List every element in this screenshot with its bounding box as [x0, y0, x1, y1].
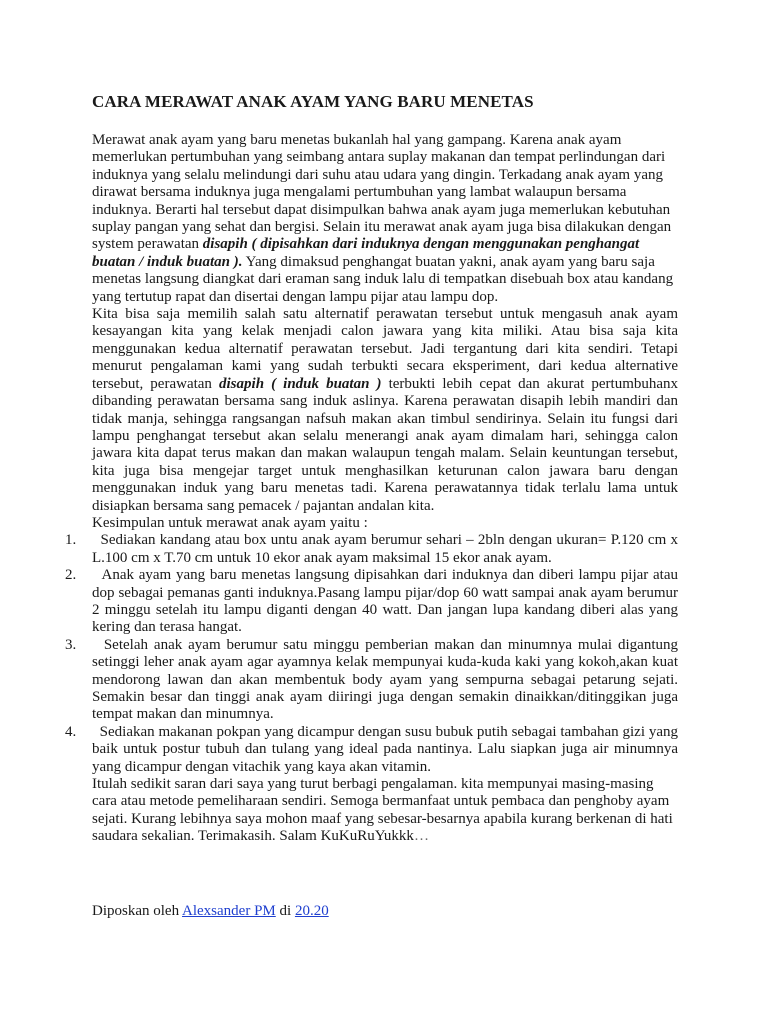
paragraph-alternatives [92, 306, 678, 515]
paragraph-intro-text: Merawat anak ayam yang baru menetas bukanlah hal yang gampang. Karena anak ayam memerlukan pertumbuhan yang seimbang antara suplay makanan dan tempat perlindungan dari induknya yang selalu melindungi dari suhu atau udara yang dingin. Terkadang anak ayam yang dirawat bersama induknya juga mengalami pertumbuhan yang lambat walaupun bersama induknya. Berarti hal tersebut dapat disimpulkan bahwa anak ayam juga memerlukan kebutuhan suplay pangan yang sehat dan bergisi. Selain itu merawat anak ayam juga bisa dilakukan dengan system perawatan [92, 132, 672, 253]
list-item-text: Anak ayam yang baru menetas langsung dipisahkan dari induknya dan diberi lampu pijar atau dop sebagai pemanas ganti induknya.Pasang lampu pijar/dop 60 watt sampai anak ayam berumur 2 minggu setelah itu lampu diganti dengan 40 watt. Dan jangan lupa kandang diberi alas yang kering dan terasa hangat. [92, 567, 679, 636]
article-body [65, 132, 679, 846]
emphasis-disapih: disapih ( dipisahkan dari induknya dengan menggunakan penghangat buatan / induk buatan ). [92, 236, 640, 270]
closing-text: Itulah sedikit saran dari saya yang turut berbagi pengalaman. kita mempunyai masing-masing cara atau metode pemeliharaan sendiri. Semoga bermanfaat untuk pembaca dan penghoby ayam sejati. Kurang lebihnya saya mohon maaf yang sebesar-besarnya apabila kurang berkenan di hati [92, 776, 673, 827]
post-signature [92, 903, 329, 920]
list-item [65, 723, 678, 776]
paragraph-alternatives-text: Kita bisa saja memilih salah satu alternatif perawatan tersebut untuk mengasuh anak ayam kesayangan kita yang kelak menjadi calon jawara yang kita miliki. Atau bisa saja kita menggunakan kedua alternatif perawatan tersebut. Jadi tergantung dari kita sendiri. Tetapi menurut pengalaman kami yang sudah terbukti secara eksperiment, dari kedua alternative tersebut, perawatan [92, 306, 678, 392]
closing-last-line: saudara sekalian. Terimakasih. Salam KuKuRuYukkk [92, 828, 414, 845]
paragraph-intro [92, 132, 678, 306]
emphasis-induk-buatan: disapih ( induk buatan ) [219, 375, 382, 392]
list-item-text: Setelah anak ayam berumur satu minggu pemberian makan dan minumnya mulai digantung setinggi leher anak ayam agar ayamnya kelak mempunyai kuda-kuda kaki yang kokoh,akan kuat mendorong lawan dan akan membentuk body ayam yang sempurna sebagai petarung sejati. Semakin besar dan tinggi anak ayam diiringi juga dengan semakin dinaikkan/ditinggikan juga tempat makan dan minumnya. [92, 636, 678, 723]
author-link[interactable]: Alexsander PM [182, 903, 276, 919]
signature-middle: di [279, 903, 292, 919]
closing-ellipsis: … [413, 828, 429, 845]
paragraph-intro-continued: Yang dimaksud penghangat buatan yakni, anak ayam yang baru saja menetas langsung diangkat dari eraman sang induk lalu di tempatkan disebuah box atau kandang yang tertutup rapat dan disertai dengan lampu pijar atau lampu dop. [92, 253, 674, 305]
steps-list [65, 532, 679, 776]
conclusion-intro: Kesimpulan untuk merawat anak ayam yaitu : [92, 514, 368, 531]
list-item-number: 2. [65, 567, 77, 584]
list-item-number: 3. [65, 636, 77, 653]
article-title: CARA MERAWAT ANAK AYAM YANG BARU MENETAS [92, 92, 534, 111]
closing-paragraph [92, 776, 678, 846]
paragraph-alternatives-continued: terbukti lebih cepat dan akurat pertumbuhanx dibanding perawatan bersama sang induk aslinya. Karena perawatan disapih lebih mandiri dan tidak manja, sehingga rangsangan nafsuh makan akan timbul sendirinya. Selain itu fungsi dari lampu penghangat tersebut akan selalu menerangi anak ayam dimalam hari, sehingga calon jawara kita dapat terus makan dan makan walaupun tengah malam. Selain keuntungan tersebut, kita juga bisa mengejar target untuk menghasilkan keturunan calon jawara baru dengan menggunakan induk yang baru menetas tadi. Karena perawatannya tidak terlalu lama untuk disiapkan bersama sang pemacek / pajantan andalan kita. [92, 375, 679, 514]
list-item-text: Sediakan kandang atau box untu anak ayam berumur sehari – 2bln dengan ukuran= P.120 cm x L.100 cm x T.70 cm untuk 10 ekor anak ayam maksimal 15 ekor anak ayam. [92, 532, 679, 566]
list-item [65, 532, 679, 567]
list-item-number: 4. [65, 723, 77, 740]
list-item-text: Sediakan makanan pokpan yang dicampur dengan susu bubuk putih sebagai tambahan gizi yang baik untuk postur tubuh dan tulang yang ideal pada nantinya. Lalu siapkan juga air minumnya yang dicampur dengan vitachik yang kaya akan vitamin. [92, 723, 678, 775]
list-item [65, 567, 679, 637]
list-item-number: 1. [65, 532, 77, 549]
signature-prefix: Diposkan oleh [92, 903, 180, 919]
list-item [65, 636, 678, 724]
post-time-link[interactable]: 20.20 [294, 903, 329, 919]
